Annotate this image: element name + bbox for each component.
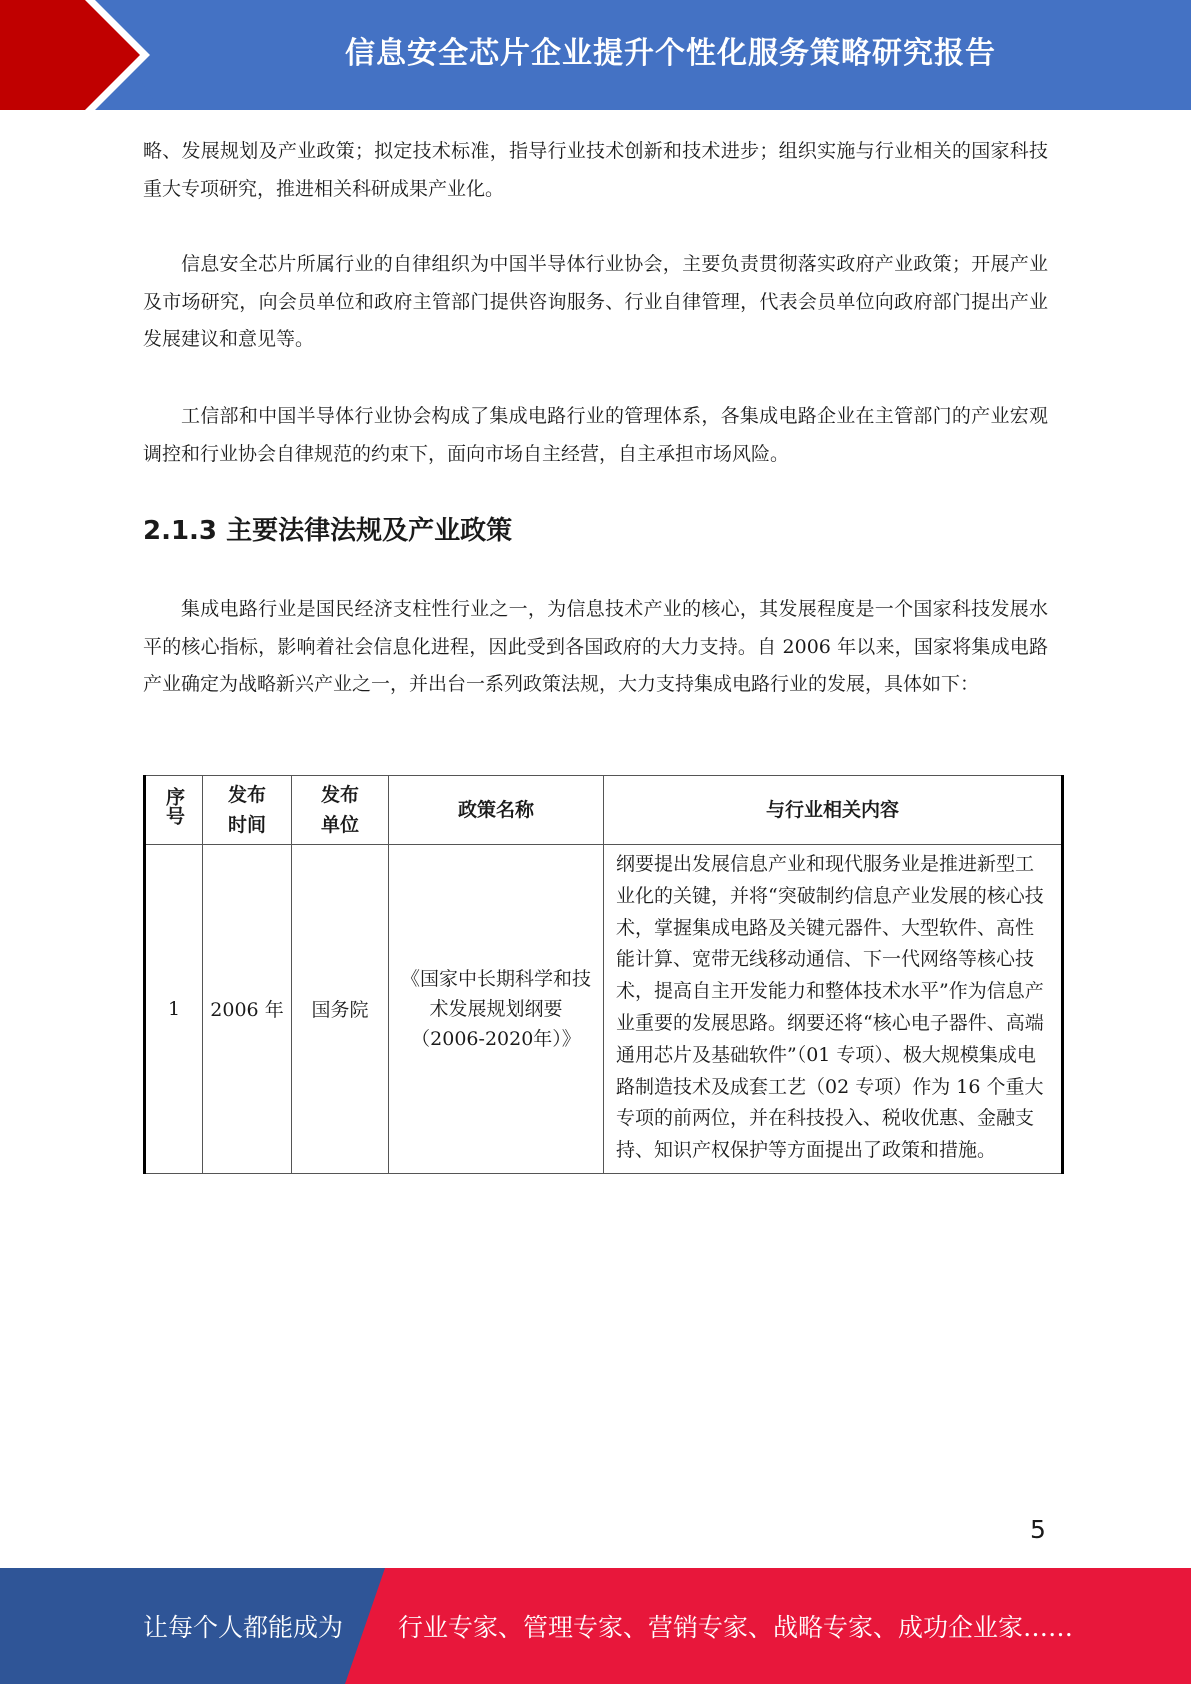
header-date: 发布 时间 <box>203 776 292 845</box>
policy-table <box>143 775 1064 1174</box>
report-title: 信息安全芯片企业提升个性化服务策略研究报告 <box>345 36 996 71</box>
paragraph-3: 工信部和中国半导体行业协会构成了集成电路行业的管理体系，各集成电路企业在主管部门的产业宏观调控和行业协会自律规范的约束下，面向市场自主经营，自主承担市场风险。 <box>143 405 1048 465</box>
header-policy-name: 政策名称 <box>389 776 604 845</box>
paragraph-4: 集成电路行业是国民经济支柱性行业之一，为信息技术产业的核心，其发展程度是一个国家科技发展水平的核心指标，影响着社会信息化进程，因此受到各国政府的大力支持。自 2006 年以来，国家将集成电路产业确定为战略新兴产业之一，并出台一系列政策法规，大力支持集成电路行业的发展，具体如下： <box>143 598 1048 695</box>
cell-policy-name: 《国家中长期科学和技术发展规划纲要（2006-2020年）》 <box>389 845 604 1174</box>
section-heading: 2.1.3 主要法律法规及产业政策 <box>143 516 513 546</box>
header-arrow-decoration <box>0 0 160 110</box>
header-seq: 序号 <box>145 776 203 845</box>
table-row <box>145 845 1063 1174</box>
paragraph-1: 略、发展规划及产业政策；拟定技术标准，指导行业技术创新和技术进步；组织实施与行业相关的国家科技重大专项研究，推进相关科研成果产业化。 <box>143 140 1048 200</box>
page-footer <box>0 1568 1191 1684</box>
cell-unit: 国务院 <box>292 845 389 1174</box>
page-header <box>0 0 1191 110</box>
footer-slogan-right: 行业专家、管理专家、营销专家、战略专家、成功企业家…… <box>398 1613 1074 1642</box>
paragraph-2: 信息安全芯片所属行业的自律组织为中国半导体行业协会，主要负责贯彻落实政府产业政策；开展产业及市场研究，向会员单位和政府主管部门提供咨询服务、行业自律管理，代表会员单位向政府部门提出产业发展建议和意见等。 <box>143 253 1048 350</box>
table-header-row <box>145 776 1063 845</box>
header-unit: 发布 单位 <box>292 776 389 845</box>
page-number: 5 <box>1030 1515 1046 1544</box>
footer-slogan-left: 让每个人都能成为 <box>143 1613 344 1642</box>
cell-content: 纲要提出发展信息产业和现代服务业是推进新型工业化的关键，并将“突破制约信息产业发展的核心技术，掌握集成电路及关键元器件、大型软件、高性能计算、宽带无线移动通信、下一代网络等核心技术，提高自主开发能力和整体技术水平”作为信息产业重要的发展思路。纲要还将“核心电子器件、高端通用芯片及基础软件”（01 专项）、极大规模集成电路制造技术及成套工艺（02 专项）作为 16 个重大专项的前两位，并在科技投入、税收优惠、金融支持、知识产权保护等方面提出了政策和措施。 <box>604 845 1063 1174</box>
cell-seq: 1 <box>145 845 203 1174</box>
cell-date: 2006 年 <box>203 845 292 1174</box>
header-content: 与行业相关内容 <box>604 776 1063 845</box>
